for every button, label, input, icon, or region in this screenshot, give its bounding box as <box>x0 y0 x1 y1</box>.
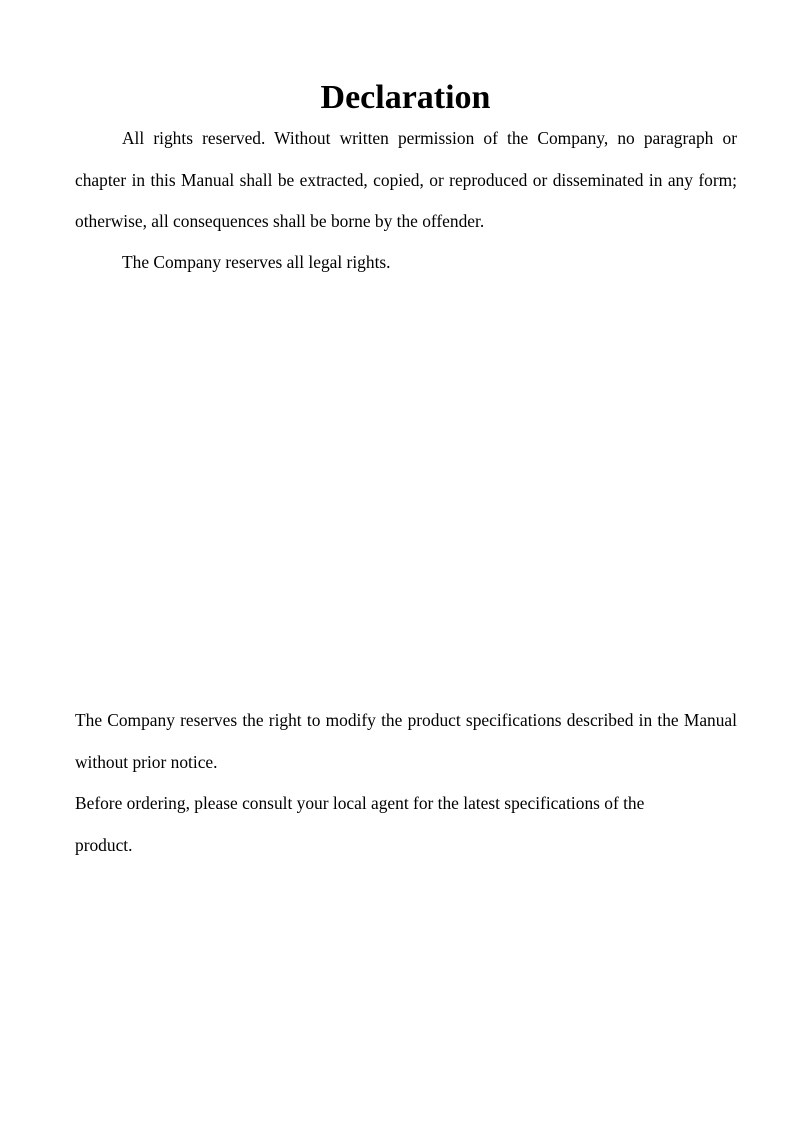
legal-rights-paragraph: The Company reserves all legal rights. <box>122 252 391 272</box>
rights-paragraph: All rights reserved. Without written permission of the Company, no paragraph or chapter in this Manual shall be extracted, copied, or reproduced or disseminated in any form; otherwise, all consequences shall be borne by the offender. <box>75 128 737 231</box>
page-title: Declaration <box>320 79 491 116</box>
modification-notice-paragraph: The Company reserves the right to modify the product specifications described in the Manual without prior notice. <box>75 710 737 772</box>
ordering-notice-paragraph: Before ordering, please consult your local agent for the latest specifications of the product. <box>75 793 645 855</box>
